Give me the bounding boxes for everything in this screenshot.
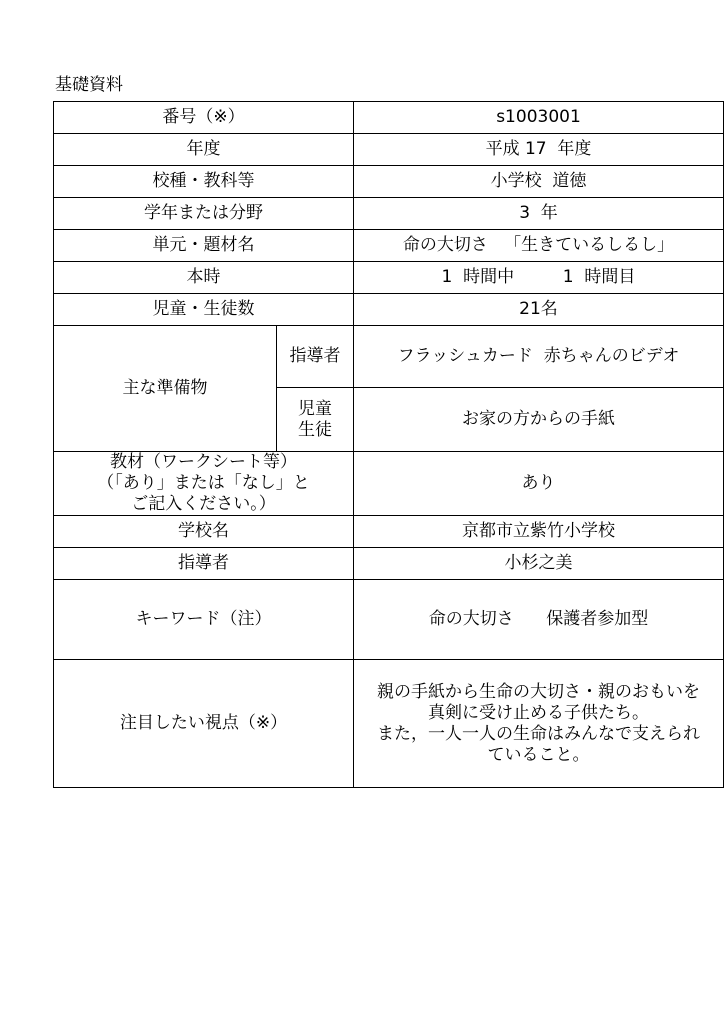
page-title: 基礎資料 xyxy=(55,75,123,95)
label-year: 年度 xyxy=(54,134,354,166)
label-materials-line2: （「あり」または「なし」と xyxy=(97,473,310,493)
row-number xyxy=(54,102,724,134)
viewpoint-line2: 真剣に受け止める子供たち。 xyxy=(428,702,649,723)
value-materials: あり xyxy=(354,452,724,516)
label-students: 児童・生徒数 xyxy=(54,294,354,326)
row-keywords xyxy=(54,580,724,660)
value-number: s1003001 xyxy=(354,102,724,134)
row-instructor xyxy=(54,548,724,580)
label-school-name: 学校名 xyxy=(54,516,354,548)
value-preparation-student: お家の方からの手紙 xyxy=(354,388,724,452)
value-keywords: 命の大切さ 保護者参加型 xyxy=(354,580,724,660)
value-unit: 命の大切さ 「生きているしるし」 xyxy=(354,230,724,262)
row-students xyxy=(54,294,724,326)
label-school-type: 校種・教科等 xyxy=(54,166,354,198)
row-preparation-teacher xyxy=(54,326,724,388)
value-viewpoint xyxy=(354,660,724,788)
row-materials xyxy=(54,452,724,516)
row-viewpoint xyxy=(54,660,724,788)
label-preparation: 主な準備物 xyxy=(54,326,277,452)
label-materials xyxy=(54,452,354,516)
label-preparation-student xyxy=(277,388,354,452)
value-instructor: 小杉之美 xyxy=(354,548,724,580)
row-school-type xyxy=(54,166,724,198)
label-preparation-teacher: 指導者 xyxy=(277,326,354,388)
value-school-name: 京都市立紫竹小学校 xyxy=(354,516,724,548)
label-grade: 学年または分野 xyxy=(54,198,354,230)
value-preparation-teacher: フラッシュカード 赤ちゃんのビデオ xyxy=(354,326,724,388)
viewpoint-line1: 親の手紙から生命の大切さ・親のおもいを xyxy=(377,681,700,702)
basic-info-table xyxy=(53,101,724,788)
label-preparation-student-line2: 生徒 xyxy=(298,419,332,440)
value-school-type: 小学校 道徳 xyxy=(354,166,724,198)
label-keywords: キーワード（注） xyxy=(54,580,354,660)
label-materials-line3: ご記入ください。） xyxy=(131,494,276,514)
value-year: 平成 17 年度 xyxy=(354,134,724,166)
label-number: 番号（※） xyxy=(54,102,354,134)
value-grade: 3 年 xyxy=(354,198,724,230)
viewpoint-line4: ていること。 xyxy=(487,744,590,765)
row-school-name xyxy=(54,516,724,548)
value-period: 1 時間中 1 時間目 xyxy=(354,262,724,294)
value-students: 21名 xyxy=(354,294,724,326)
label-instructor: 指導者 xyxy=(54,548,354,580)
viewpoint-line3: また，一人一人の生命はみんなで支えられ xyxy=(377,723,700,744)
label-viewpoint: 注目したい視点（※） xyxy=(54,660,354,788)
label-materials-line1: 教材（ワークシート等） xyxy=(110,452,297,472)
row-unit xyxy=(54,230,724,262)
row-year xyxy=(54,134,724,166)
label-preparation-student-line1: 児童 xyxy=(298,398,332,419)
row-grade xyxy=(54,198,724,230)
label-unit: 単元・題材名 xyxy=(54,230,354,262)
label-period: 本時 xyxy=(54,262,354,294)
row-period xyxy=(54,262,724,294)
